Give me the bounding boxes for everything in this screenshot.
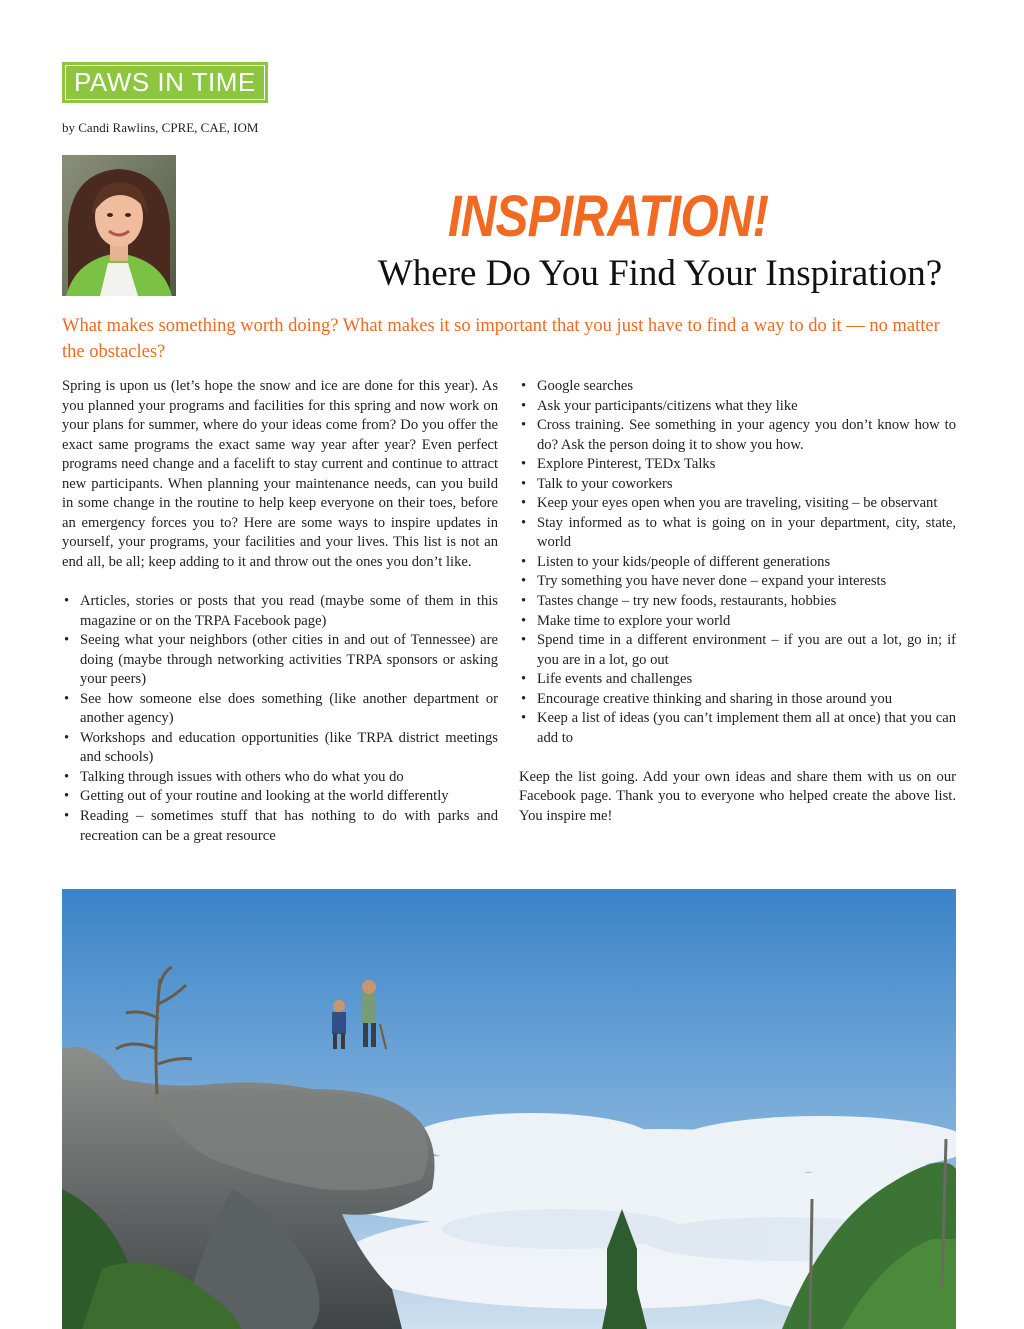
list-item: • Articles, stories or posts that you read (maybe some of them in this magazine or on the TRPA Facebook page) <box>62 592 498 631</box>
author-byline: by Candi Rawlins, CPRE, CAE, IOM <box>62 120 259 135</box>
list-item: • Getting out of your routine and looking at the world differently <box>62 787 498 807</box>
list-item: • Ask your participants/citizens what they like <box>519 397 956 417</box>
author-headshot <box>62 155 176 296</box>
list-item: • Reading – sometimes stuff that has nothing to do with parks and recreation can be a great resource <box>62 807 498 846</box>
list-item: • Keep your eyes open when you are traveling, visiting – be observant <box>519 494 956 514</box>
list-item: • Cross training. See something in your agency you don’t know how to do? Ask the person doing it to show you how. <box>519 416 956 455</box>
mountain-overlook-photo <box>62 889 956 1329</box>
list-item: • Google searches <box>519 377 956 397</box>
closing-paragraph: Keep the list going. Add your own ideas and share them with us on our Facebook page. Thank you to everyone who helped create the above list. You inspire me! <box>519 768 956 824</box>
section-tag <box>62 62 268 103</box>
list-item: • Life events and challenges <box>519 670 956 690</box>
list-item: • Talk to your coworkers <box>519 475 956 495</box>
inspiration-list-right <box>519 377 956 748</box>
list-item: • Talking through issues with others who do what you do <box>62 768 498 788</box>
list-item: • Make time to explore your world <box>519 612 956 632</box>
list-item: • Stay informed as to what is going on in your department, city, state, world <box>519 514 956 553</box>
right-column <box>519 377 956 827</box>
left-column <box>62 377 498 846</box>
article-deck: What makes something worth doing? What makes it so important that you just have to find a way to do it — no matter the obstacles? <box>62 316 940 362</box>
inspiration-list-left <box>62 592 498 846</box>
list-item: • Tastes change – try new foods, restaurants, hobbies <box>519 592 956 612</box>
list-item: • Seeing what your neighbors (other cities in and out of Tennessee) are doing (maybe through networking activities TRPA sponsors or asking your peers) <box>62 631 498 690</box>
list-item: • Try something you have never done – expand your interests <box>519 572 956 592</box>
article-subheadline: Where Do You Find Your Inspiration? <box>377 253 943 294</box>
section-tag-label: PAWS IN TIME <box>65 65 265 100</box>
list-item: • Explore Pinterest, TEDx Talks <box>519 455 956 475</box>
intro-paragraph: Spring is upon us (let’s hope the snow and ice are done for this year). As you planned your programs and facilities for this spring and now work on your plans for summer, where do your ideas come from? Do you offer the exact same programs the exact same way year after year? Even perfect programs need change and a facelift to stay current and continue to attract new participants. When planning your maintenance needs, can you build in some change in the routine to help keep everyone on their toes, before an emergency forces you to? Here are some ways to inspire updates in yourself, your programs, your facilities and your lives. This list is not an end all, be all; keep adding to it and throw out the ones you don’t like. <box>62 378 498 570</box>
list-item: • Encourage creative thinking and sharing in those around you <box>519 690 956 710</box>
list-item: • Keep a list of ideas (you can’t implement them all at once) that you can add to <box>519 709 956 748</box>
list-item: • Workshops and education opportunities (like TRPA district meetings and schools) <box>62 729 498 768</box>
article-headline: INSPIRATION! <box>447 184 769 249</box>
list-item: • Spend time in a different environment – if you are out a lot, go in; if you are in a lot, go out <box>519 631 956 670</box>
list-item: • Listen to your kids/people of different generations <box>519 553 956 573</box>
list-item: • See how someone else does something (like another department or another agency) <box>62 690 498 729</box>
